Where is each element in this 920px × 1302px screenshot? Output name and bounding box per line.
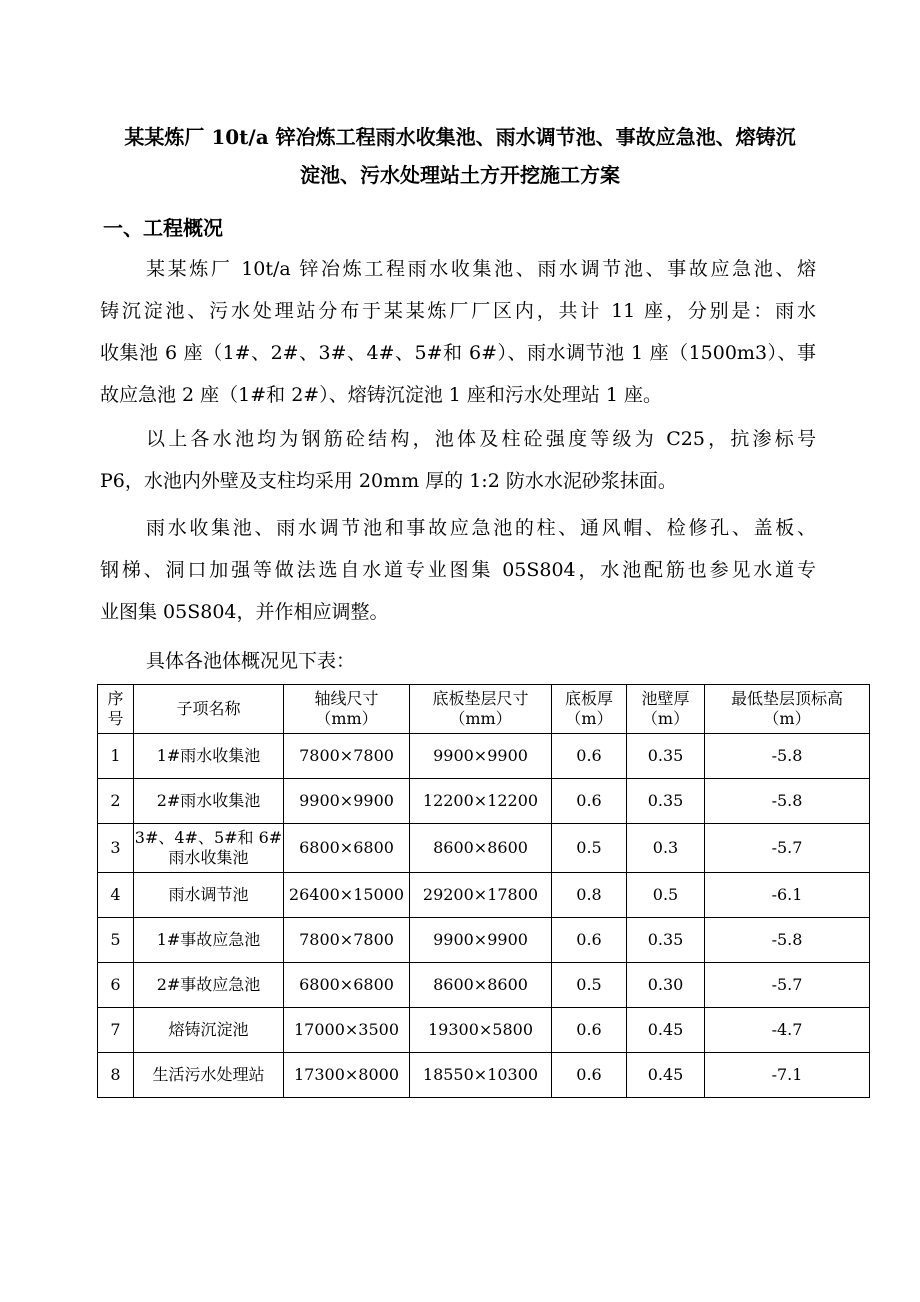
header-text: 池壁厚 <box>641 689 690 708</box>
cell-no: 6 <box>98 963 134 1008</box>
paragraph-overview <box>100 248 816 416</box>
cell-no: 1 <box>98 734 134 779</box>
paragraph-line: 雨水收集池、雨水调节池和事故应急池的柱、通风帽、检修孔、盖板、 <box>146 517 816 539</box>
cell-wall: 0.35 <box>627 734 705 779</box>
cell-no: 3 <box>98 824 134 873</box>
cell-no: 7 <box>98 1008 134 1053</box>
cell-axis: 6800×6800 <box>284 824 410 873</box>
cell-floor: 0.6 <box>552 1053 627 1098</box>
cell-axis: 26400×15000 <box>284 873 410 918</box>
section-heading: 一、工程概况 <box>103 216 223 240</box>
header-unit: （mm） <box>449 709 512 728</box>
table-row <box>98 873 870 918</box>
cell-wall: 0.30 <box>627 963 705 1008</box>
header-base-size <box>410 685 552 734</box>
cell-name: 1#雨水收集池 <box>134 734 284 779</box>
paragraph-line: 具体各池体概况见下表： <box>146 650 356 672</box>
header-min-elevation <box>705 685 870 734</box>
cell-name: 1#事故应急池 <box>134 918 284 963</box>
header-unit: （m） <box>763 709 811 728</box>
cell-name-line: 3#、4#、5#和 6# <box>134 828 283 847</box>
cell-wall: 0.45 <box>627 1008 705 1053</box>
cell-name-line: 雨水收集池 <box>168 848 249 867</box>
cell-floor: 0.6 <box>552 734 627 779</box>
table-row <box>98 918 870 963</box>
cell-elev: -6.1 <box>705 873 870 918</box>
header-unit: （m） <box>641 709 690 728</box>
cell-axis: 9900×9900 <box>284 779 410 824</box>
cell-base: 8600×8600 <box>410 824 552 873</box>
table-header-row <box>98 685 870 734</box>
header-wall-thickness <box>627 685 705 734</box>
cell-axis: 17300×8000 <box>284 1053 410 1098</box>
cell-elev: -5.7 <box>705 963 870 1008</box>
table-row <box>98 779 870 824</box>
cell-name: 熔铸沉淀池 <box>134 1008 284 1053</box>
table-row <box>98 824 870 873</box>
cell-elev: -7.1 <box>705 1053 870 1098</box>
cell-name: 2#雨水收集池 <box>134 779 284 824</box>
cell-no: 5 <box>98 918 134 963</box>
paragraph-line: P6，水池内外壁及支柱均采用 20mm 厚的 1:2 防水水泥砂浆抹面。 <box>100 470 677 492</box>
cell-elev: -4.7 <box>705 1008 870 1053</box>
cell-axis: 7800×7800 <box>284 918 410 963</box>
document-title <box>100 118 820 194</box>
paragraph-line: 收集池 6 座（1#、2#、3#、4#、5#和 6#）、雨水调节池 1 座（1500m3）、事 <box>100 342 816 364</box>
paragraph-line: 钢梯、洞口加强等做法选自水道专业图集 05S804，水池配筋也参见水道专 <box>100 559 816 581</box>
paragraph-line: 某某炼厂 10t/a 锌冶炼工程雨水收集池、雨水调节池、事故应急池、熔 <box>146 258 816 280</box>
cell-floor: 0.6 <box>552 918 627 963</box>
cell-floor: 0.5 <box>552 824 627 873</box>
header-text: 底板垫层尺寸 <box>432 689 529 708</box>
cell-wall: 0.35 <box>627 779 705 824</box>
cell-elev: -5.8 <box>705 779 870 824</box>
cell-floor: 0.5 <box>552 963 627 1008</box>
cell-wall: 0.3 <box>627 824 705 873</box>
cell-floor: 0.8 <box>552 873 627 918</box>
cell-base: 19300×5800 <box>410 1008 552 1053</box>
cell-wall: 0.35 <box>627 918 705 963</box>
paragraph-references <box>100 507 816 633</box>
cell-base: 8600×8600 <box>410 963 552 1008</box>
cell-no: 8 <box>98 1053 134 1098</box>
header-text: 轴线尺寸 <box>314 689 379 708</box>
cell-no: 2 <box>98 779 134 824</box>
cell-name: 生活污水处理站 <box>134 1053 284 1098</box>
paragraph-line: 以上各水池均为钢筋砼结构，池体及柱砼强度等级为 C25，抗渗标号 <box>146 428 816 450</box>
cell-name: 2#事故应急池 <box>134 963 284 1008</box>
cell-no: 4 <box>98 873 134 918</box>
paragraph-line: 业图集 05S804，并作相应调整。 <box>100 601 389 623</box>
cell-base: 12200×12200 <box>410 779 552 824</box>
header-text: 序 <box>107 689 124 708</box>
table-row <box>98 963 870 1008</box>
header-floor-thickness <box>552 685 627 734</box>
cell-elev: -5.8 <box>705 734 870 779</box>
cell-name <box>134 824 284 873</box>
cell-floor: 0.6 <box>552 1008 627 1053</box>
title-line-2: 淀池、污水处理站土方开挖施工方案 <box>300 163 620 187</box>
cell-axis: 17000×3500 <box>284 1008 410 1053</box>
paragraph-table-intro <box>100 640 816 682</box>
cell-axis: 6800×6800 <box>284 963 410 1008</box>
header-text: 子项名称 <box>176 699 241 718</box>
cell-base: 29200×17800 <box>410 873 552 918</box>
header-text: 号 <box>107 709 124 728</box>
paragraph-line: 铸沉淀池、污水处理站分布于某某炼厂厂区内，共计 11 座，分别是：雨水 <box>100 300 816 322</box>
cell-base: 9900×9900 <box>410 734 552 779</box>
cell-floor: 0.6 <box>552 779 627 824</box>
cell-name: 雨水调节池 <box>134 873 284 918</box>
header-name <box>134 685 284 734</box>
cell-wall: 0.45 <box>627 1053 705 1098</box>
table-row <box>98 1008 870 1053</box>
header-text: 最低垫层顶标高 <box>730 689 843 708</box>
header-unit: （m） <box>565 709 613 728</box>
title-line-1: 某某炼厂 10t/a 锌冶炼工程雨水收集池、雨水调节池、事故应急池、熔铸沉 <box>124 125 796 149</box>
header-axis-size <box>284 685 410 734</box>
cell-base: 18550×10300 <box>410 1053 552 1098</box>
header-unit: （mm） <box>315 709 378 728</box>
table-row <box>98 1053 870 1098</box>
header-no <box>98 685 134 734</box>
table-row <box>98 734 870 779</box>
cell-axis: 7800×7800 <box>284 734 410 779</box>
cell-base: 9900×9900 <box>410 918 552 963</box>
cell-wall: 0.5 <box>627 873 705 918</box>
cell-elev: -5.8 <box>705 918 870 963</box>
header-text: 底板厚 <box>564 689 613 708</box>
pool-overview-table <box>97 684 870 1098</box>
paragraph-structure <box>100 418 816 502</box>
cell-elev: -5.7 <box>705 824 870 873</box>
paragraph-line: 故应急池 2 座（1#和 2#）、熔铸沉淀池 1 座和污水处理站 1 座。 <box>100 384 663 406</box>
